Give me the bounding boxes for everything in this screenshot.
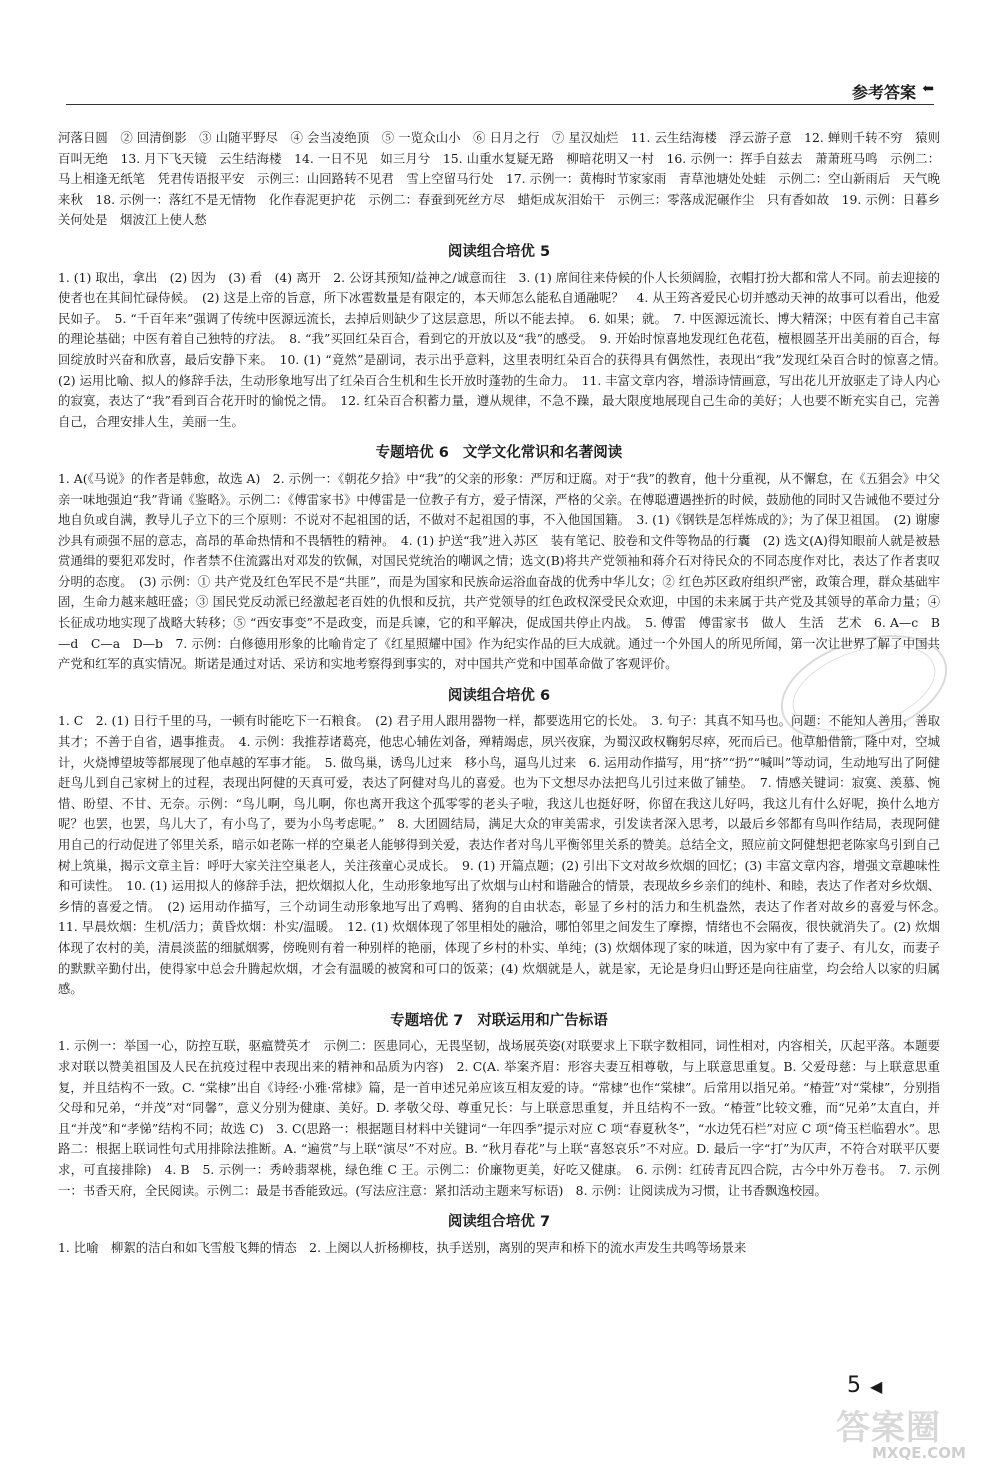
page-number: 5 xyxy=(847,1373,861,1398)
watermark-logo: 答案圈 xyxy=(836,1408,941,1448)
header-title: 参考答案 xyxy=(851,83,916,102)
section-title-reading-6: 阅读组合培优 6 xyxy=(447,687,551,704)
section-title-topic-7: 专题培优 7 对联运用和广告标语 xyxy=(390,1012,608,1029)
section-title-topic-6: 专题培优 6 文学文化常识和名著阅读 xyxy=(375,445,623,462)
section-text-topic-6: 1. A(《马说》的作者是韩愈，故选 A) 2. 示例一：《朝花夕拾》中“我”的父亲的形象：严厉和迂腐。对于“我”的教育，他十分重视，从不懈怠，在《五猖会》中父亲一味地强迫“我”背诵《鉴略》。示例二：《傅雷家书》中傅雷是一位教子有方，爱子情深，严格的父亲。在傅聪遭遇挫折的时候，鼓励他的同时又告诫他不要过分地自负或自满，教导儿子立下的三个原则：不说对不起祖国的话，不做对不起祖国的事，不入他国国籍。 3. (1)《钢铁是怎样炼成的》；为了保卫祖国。 (2) 谢廖沙具有顽强不屈的意志，高昂的革命热情和不畏牺牲的精神。 4. (1) 护送“我”进入苏区 装有笔记、胶卷和文件等物品的行囊 (2) 选文(A)得知眼前人就是被悬赏通缉的要犯邓发时，作者禁不住流露出对邓发的钦佩，对国民党统治的嘲讽之情；选文(B)将共产党领袖和蒋介石对待民众的不同态度作对比，表达了作者衷叹分明的态度。 (3) 示例：① 共产党及红色军民不是“共匪”，而是为国家和民族命运浴血奋战的优秀中华儿女；② 红色苏区政府组织严密，政策合理，群众基础牢固，生命力越来越旺盛；③ 国民党反动派已经激起老百姓的仇恨和反抗，共产党领导的红色政权深受民众欢迎，中国的未来属于共产党及其领导的革命力量；④ 长征成功地实现了战略大转移；⑤ “西安事变”不是政变，而是兵谏，它的和平解决，促成国共停止内战。 5. 傅雷 傅雷家书 做人 生活 艺术 6. A—c B—d C—a D—b 7. 示例：白修德用形象的比喻肯定了《红星照耀中国》作为纪实作品的巨大成就。通过一个外国人的所见所闻，第一次让世界了解了中国共产党和红军的真实情况。斯诺是通过对话、采访和实地考察得到事实的，对中国共产党和中国革命做了客观评价。 xyxy=(58,470,940,672)
answer-content xyxy=(58,128,953,1258)
section-text-reading-5: 1. (1) 取出，拿出 (2) 因为 (3) 看 (4) 离开 2. 公讶其预知/益神之/诚意而往 3. (1) 席间往来侍候的仆人长须阔脸，衣帽打扮大都和常人不同。前去迎接的使者也在其间忙碌侍候。 (2) 这是上帝的旨意，所下冰雹数量是有限定的，本天师怎么能私自通融呢？ 4. 从王筠吝爱民心切并感动天神的故事可以看出，他爱民如子。 5. “千百年来”强调了传统中医源远流长，去掉后则缺少了这层意思，所以不能去掉。 6. 如果；就。 7. 中医源远流长、博大精深；中医有着自己丰富的理论基础；中医有着自己独特的疗法。 8. “我”买回红朵百合，看到它的开放以及“我”的感受。 9. 开始时惊喜地发现红色花苞，檀根圆茎开出美丽的百合，每回绽放时兴奋和欣喜，最后安静下来。 10. (1) “竟然”是副词，表示出乎意料，这里表明红朵百合的获得具有偶然性，表现出“我”发现红朵百合时的惊喜之情。 (2) 运用比喻、拟人的修辞手法，生动形象地写出了红朵百合生机和生长开放时蓬勃的生命力。 11. 丰富文章内容，增添诗情画意，写出花儿开放驱走了诗人内心的寂寞，表达了“我”看到百合花开时的愉悦之情。 12. 红朵百合积蓄力量，遵从规律，不急不躁，最大限度地展现自己生命的美好；人也要不断充实自己，完善自己，合理安排人生，美丽一生。 xyxy=(58,269,953,429)
header-rule xyxy=(66,104,934,105)
watermark-url: MXQE.COM xyxy=(872,1444,966,1462)
triangle-left-icon: ◀ xyxy=(870,1377,883,1396)
paragraph-top: 河落日圆 ② 回清倒影 ③ 山随平野尽 ④ 会当凌绝顶 ⑤ 一览众山小 ⑥ 日月之行 ⑦ 星汉灿烂 11. 云生结海楼 浮云游子意 12. 蝉则千转不穷 猿则百叫无绝 13. 月下飞天镜 云生结海楼 14. 一日不见 如三月兮 15. 山重水复疑无路 柳暗花明又一村 16. 示例一：挥手自兹去 萧萧班马鸣 示例二：马上相逢无纸笔 凭君传语报平安 示例三：山回路转不见君 雪上空留马行处 17. 示例一：黄梅时节家家雨 青草池塘处处蛙 示例二：空山新雨后 天气晚来秋 18. 示例一：落红不是无情物 化作春泥更护花 示例二：春蚕到死丝方尽 蜡炬成灰泪始干 示例三：零落成泥碾作尘 只有香如故 19. 示例：日暮乡关何处是 烟波江上使人愁 xyxy=(58,130,940,228)
section-text-reading-7: 1. 比喻 柳絮的洁白和如飞雪般飞舞的情态 2. 上阕以人折杨柳枝，执手送别，离别的哭声和桥下的流水声发生共鸣等场景来 xyxy=(58,1239,747,1255)
section-title-reading-5: 阅读组合培优 5 xyxy=(447,243,551,260)
section-text-topic-7: 1. 示例一：举国一心，防控互联，驱瘟赞英才 示例二：医患同心，无畏坚韧，战场展英姿(对联要求上下联字数相同，词性相对，内容相关，仄起平落。本题要求对联以赞美祖国及人民在抗疫过程中表现出来的精神和品质为内容) 2. C(A. 举案齐眉：形容夫妻互相尊敬，与上联意思重复。B. 父爱母慈：与上联意思重复，并且结构不一致。C. “棠棣”出自《诗经·小雅·常棣》篇，是一首申述兄弟应该互相友爱的诗。“常棣”也作“棠棣”。后常用以指兄弟。“椿萱”对“棠棣”，分别指父母和兄弟，“并茂”对“同馨”，意义分别为健康、美好。D. 孝敬父母、尊重兄长：与上联意思重复，并且结构不一致。“椿萱”比较文雅，而“兄弟”太直白，并且“并茂”和“孝悌”结构不同；故选 C) 3. C(思路一：根据题目材料中关键词“一年四季”提示对应 C 项“春夏秋冬”，“水边凭石栏”对应 C 项“倚玉栏临碧水”。思路二：根据上联词性句式用排除法推断。A. “遍赏”与上联“演尽”不对应。B. “秋月春花”与上联“喜怒哀乐”不对应。D. 最后一字“打”为仄声，不符合对联平仄要求，可直接排除) 4. B 5. 示例一：秀岭翡翠桃，绿色维 C 王。示例二：价廉物更美，好吃又健康。 6. 示例：红砖青瓦四合院，古今中外万卷书。 7. 示例一：书香天府，全民阅读。示例二：最是书香能致远。(写法应注意：紧扣活动主题来写标语) 8. 示例：让阅读成为习惯，让书香飘逸校园。 xyxy=(58,1038,940,1198)
section-title-reading-7: 阅读组合培优 7 xyxy=(447,1214,551,1231)
arrow-left-icon: ⬅ xyxy=(922,81,934,97)
section-text-reading-6: 1. C 2. (1) 日行千里的马，一顿有时能吃下一石粮食。 (2) 君子用人跟用器物一样，都要选用它的长处。 3. 句子：其真不知马也。问题：不能知人善用，善取其才；不善于自省，遇事推责。 4. 示例：我推荐诸葛亮，他忠心辅佐刘备，殚精竭虑，夙兴夜寐，为蜀汉政权鞠躬尽瘁，死而后已。他草船借箭，隆中对，空城计，火烧博望坡等都展现了他卓越的军事才能。 5. 做鸟巢，诱鸟儿过来 移小鸟，逼鸟儿过来 6. 运用动作描写，用“挤”“扔”“喊叫”等动词，生动地写出了阿健赶鸟儿到自己家树上的过程，表现出阿健的天真可爱，表达了阿健对鸟儿的喜爱。也为下文想尽办法把鸟儿引过来做了铺垫。 7. 情感关键词：寂寞、羡慕、惋惜、盼望、不甘、无奈。示例：“鸟儿啊，鸟儿啊，你也离开我这个孤零零的老头子啦，我这儿也挺好呀，你留在我这儿好吗，我这儿有什么好呢，换什么地方呢？也罢，也罢，鸟儿大了，有小鸟了，要为小鸟考虑呢。” 8. 大团圆结局，满足大众的审美需求，引发读者深入思考，以最后乡邻都有鸟叫作结局，表现阿健用自己的行动促进了邻里关系，暗示如老陈一样的空巢老人能够得到关爱，表达作者对鸟儿平衡邻里关系的赞美。总结全文，照应前文阿健想把老陈家鸟引到自己树上筑巢，揭示文章主旨：呼吁大家关注空巢老人，关注孩童心灵成长。 9. (1) 开篇点题；(2) 引出下文对故乡炊烟的回忆；(3) 丰富文章内容，增强文章趣味性和可读性。 10. (1) 运用拟人的修辞手法，把炊烟拟人化，生动形象地写出了炊烟与山村和谐融合的情景，表现故乡乡亲们的纯朴、和睦，表达了作者对乡炊烟、乡情的喜爱之情。 (2) 运用动作描写，三个动词生动形象地写出了鸡鸭、猪狗的自由状态，彰显了乡村的活力和生机盎然，表达了作者对故乡的喜爱与怀念。 11. 早晨炊烟：生机/活力；黄昏炊烟：朴实/温暖。 12. (1) 炊烟体现了邻里相处的融洽，哪怕邻里之间发生了摩擦，情绪也不会隔夜，很快就消失了。(2) 炊烟体现了农村的美，清晨淡蓝的细腻烟雾，傍晚则有着一种别样的艳丽，体现了乡村的朴实、单纯；(3) 炊烟体现了家的味道，因为家中有了妻子、有儿女，而妻子的默默辛勤付出，使得家中总会升腾起炊烟，才会有温暖的被窝和可口的饭菜；(4) 炊烟就是人，就是家，无论是身归山野还是向往庙堂，均会给人以家的归属感。 xyxy=(58,713,953,997)
